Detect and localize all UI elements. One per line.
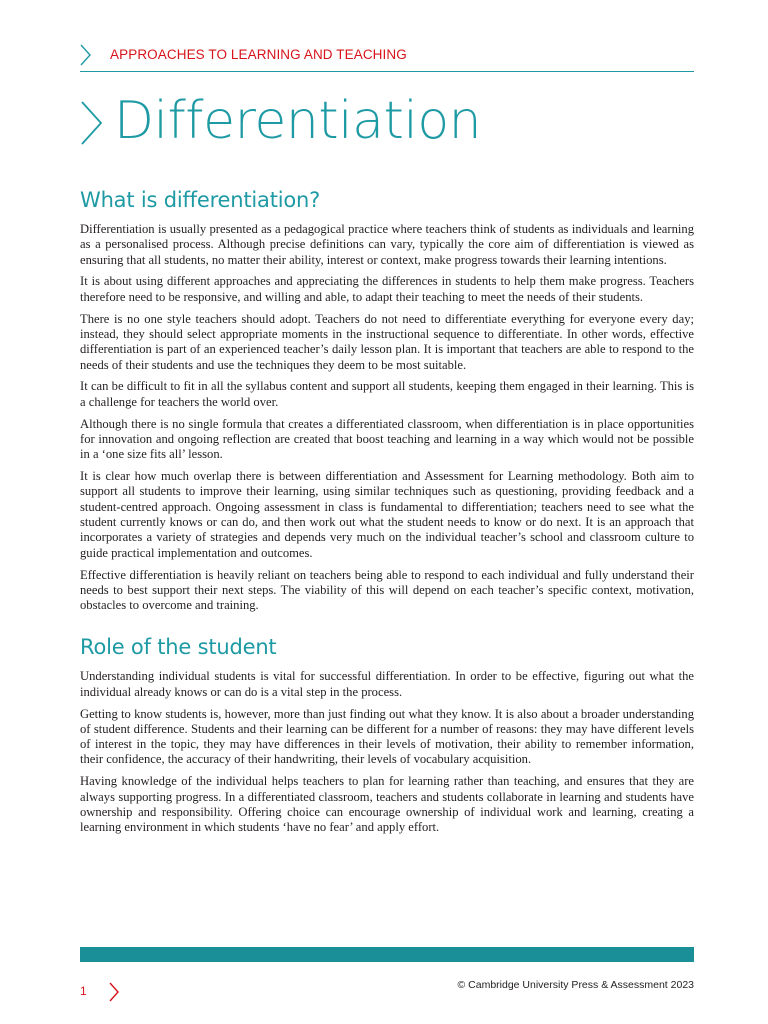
paragraph: Although there is no single formula that creates a differentiated classroom, when differentiation is in place opportunities for innovation and ongoing reflection are created that boost teaching and learning in a way which would not be possible in a ‘one size fits all’ lesson.: [80, 416, 694, 462]
paragraph: Getting to know students is, however, more than just finding out what they know. It is also about a broader understanding of student difference. Students and their learning can be different for a number of reasons: they may have different levels of interest in the topic, they may have differences in their levels of motivation, their ability to remember information, their confidence, the accuracy of their handwriting, their levels of vocabulary acquisition.: [80, 706, 694, 767]
page-title: Differentiation: [114, 91, 482, 151]
main-content: [80, 186, 694, 842]
section-heading-what-is: What is differentiation?: [80, 188, 321, 212]
paragraph: Differentiation is usually presented as a pedagogical practice where teachers think of students as individuals and learning as a personalised process. Although precise definitions can vary, typically the core aim of differentiation is viewed as ensuring that all students, no matter their ability, interest or context, make progress towards their learning intentions.: [80, 222, 694, 267]
paragraph: Effective differentiation is heavily reliant on teachers being able to respond to each individual and fully understand their needs to best support their next steps. The viability of this will depend on each teacher’s specific context, motivation, obstacles to overcome and training.: [80, 567, 694, 613]
paragraph: It is about using different approaches and appreciating the differences in students to help them make progress. Teachers therefore need to be responsive, and willing and able, to adapt their teaching to meet the needs of their students.: [80, 274, 694, 304]
header-divider: [80, 71, 694, 72]
page-title-block: [80, 88, 694, 158]
copyright-notice: © Cambridge University Press & Assessment 2023: [457, 979, 694, 991]
paragraph: Understanding individual students is vital for successful differentiation. In order to be effective, figuring out what the individual already knows or can do is a vital step in the process.: [80, 669, 694, 699]
footer-bar: [80, 947, 694, 962]
paragraph: It is clear how much overlap there is between differentiation and Assessment for Learning methodology. Both aim to support all students to improve their learning, using similar techniques such as questioning, providing feedback and a student-centred approach. Ongoing assessment in class is fundamental to differentiation; teachers need to see what the student currently knows or can do, and then work out what the student needs to know or do next. It is an approach that incorporates a variety of strategies and depends very much on the individual teacher’s school and classroom culture to guide practical implementation and outcomes.: [80, 469, 694, 560]
section-heading-role-of-student: Role of the student: [80, 635, 277, 660]
paragraph: There is no one style teachers should adopt. Teachers do not need to differentiate everything for everyone every day; instead, they should select appropriate moments in the instructional sequence to differentiate. In other words, effective differentiation is part of an experienced teacher’s daily lesson plan. It is important that teachers are able to respond to the needs of their students and use the techniques they deem to be most suitable.: [80, 311, 694, 372]
section-label: APPROACHES TO LEARNING AND TEACHING: [110, 47, 407, 62]
page-header: [80, 42, 694, 72]
chevron-right-icon: [80, 100, 104, 146]
page-number: 1: [80, 984, 87, 998]
paragraph: It can be difficult to fit in all the syllabus content and support all students, keeping them engaged in their learning. This is a challenge for teachers the world over.: [80, 379, 694, 409]
chevron-right-icon: [80, 44, 92, 66]
chevron-right-icon: [109, 982, 119, 1002]
paragraph: Having knowledge of the individual helps teachers to plan for learning rather than teaching, and ensures that they are always supporting progress. In a differentiated classroom, teachers and students collaborate in learning and students have ownership and responsibility. Offering choice can encourage ownership of individual work and learning, creating a learning environment in which students ‘have no fear’ and apply effort.: [80, 774, 694, 835]
